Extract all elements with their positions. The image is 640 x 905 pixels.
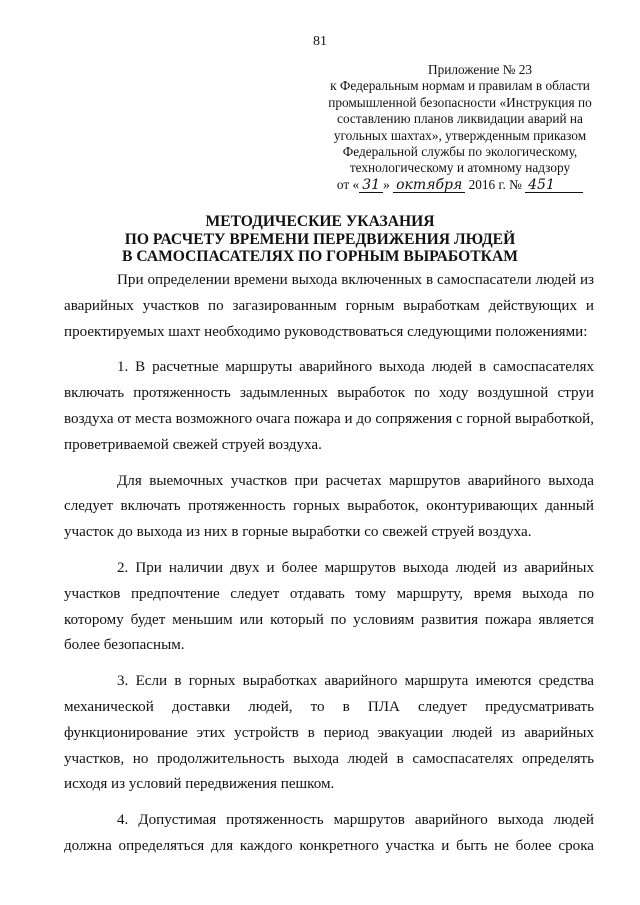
order-number-handwritten: 451 xyxy=(525,178,583,193)
appendix-line: промышленной безопасности «Инструкция по xyxy=(328,94,592,110)
order-day-handwritten: 31 xyxy=(359,178,383,193)
order-year: 2016 г. № xyxy=(468,176,522,192)
appendix-line: Федеральной службы по экологическому, xyxy=(342,144,578,160)
paragraph: При определении времени выхода включенных в самоспасатели людей из аварийных участков по загазированным горным выработкам действующих и проектируемых шахт необходимо руководствоваться следующими положениями: xyxy=(64,272,594,340)
title-line: ПО РАСЧЕТУ ВРЕМЕНИ ПЕРЕДВИЖЕНИЯ ЛЮДЕЙ xyxy=(124,230,516,248)
appendix-block xyxy=(310,62,610,193)
appendix-line: технологическому и атомному надзору xyxy=(349,160,571,176)
paragraph: 3. Если в горных выработках аварийного маршрута имеются средства механической доставки людей, то в ПЛА следует предусматривать функционирование этих устройств в период эвакуации людей из аварийных участков, но продолжительность выхода людей в самоспасателях определять исходя из условий передвижения пешком. xyxy=(64,673,594,793)
appendix-line: к Федеральным нормам и правилам в области xyxy=(330,78,590,94)
document-title xyxy=(0,213,640,266)
paragraph: 1. В расчетные маршруты аварийного выхода людей в самоспасателях включать протяженность задымленных выработок по ходу воздушной струи воздуха от места возможного очага пожара и до сопряжения с горной выработкой, проветриваемой свежей струей воздуха. xyxy=(64,359,594,453)
page-number: 81 xyxy=(313,34,327,49)
title-line: В САМОСПАСАТЕЛЯХ ПО ГОРНЫМ ВЫРАБОТКАМ xyxy=(122,248,518,266)
order-date-quote: » xyxy=(383,176,390,192)
paragraph: Для выемочных участков при расчетах маршрутов аварийного выхода следует включать протяженность горных выработок, оконтуривающих данный участок до выхода из них в горные выработки со свежей струей воздуха. xyxy=(64,472,594,541)
paragraph: 2. При наличии двух и более маршрутов выхода людей из аварийных участков предпочтение следует отдавать тому маршруту, время выхода по которому будет меньшим или который по условиям развития пожара является более безопасным. xyxy=(64,559,594,654)
title-line: МЕТОДИЧЕСКИЕ УКАЗАНИЯ xyxy=(205,213,435,230)
order-date-prefix: от « xyxy=(336,176,360,192)
appendix-line: составлению планов ликвидации аварий на xyxy=(337,111,583,127)
paragraph: 4. Допустимая протяженность маршрутов аварийного выхода людей должна определяться для каждого конкретного участка и быть не более срока xyxy=(64,812,594,854)
order-month-handwritten: октября xyxy=(393,178,465,193)
order-date-line xyxy=(310,177,610,193)
document-body xyxy=(64,268,594,870)
appendix-heading: Приложение № 23 xyxy=(428,62,532,77)
appendix-line: угольных шахтах», утвержденным приказом xyxy=(333,127,587,143)
